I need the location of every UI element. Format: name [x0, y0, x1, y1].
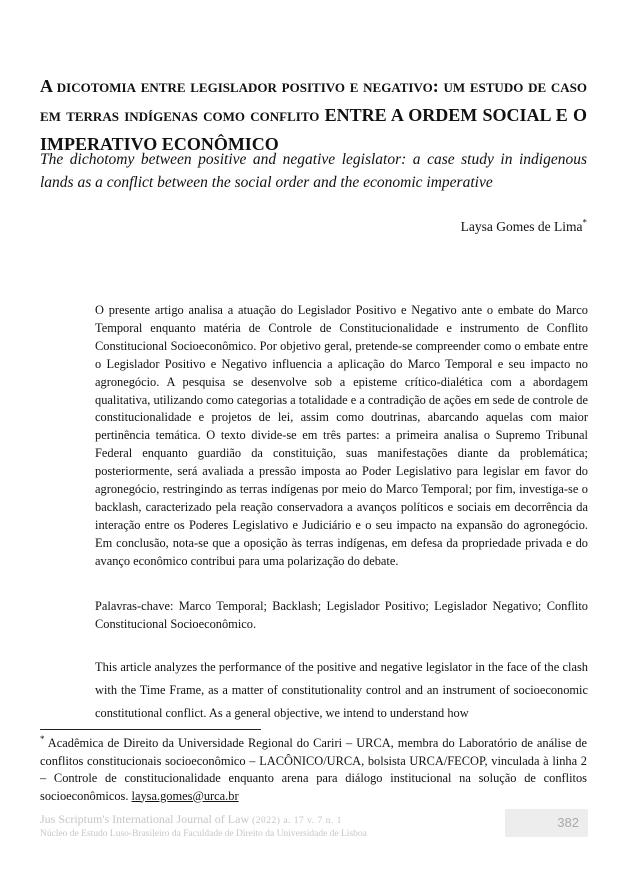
author-footnote-marker: * — [582, 217, 587, 228]
footnote-text: Acadêmica de Direito da Universidade Regional do Cariri – URCA, membra do Laboratório de análise de conflitos constitucionais socioeconômico – LACÔNICO/URCA, bolsista URCA/FECOP, vinculada à linha 2 – Controle de constitucionalidade enquanto arena para diálogo institucional na solução de conflitos socioeconômicos. — [40, 736, 587, 803]
abstract-pt: O presente artigo analisa a atuação do Legislador Positivo e Negativo ante o embate do Marco Temporal enquanto matéria de Controle de Constitucionalidade e instrumento de Conflito Constitucional Socioeconômico. Por objetivo geral, pretende-se compreender como o embate entre o Legislador Positivo e Negativo influencia a aplicação do Marco Temporal e seu impacto no agronegócio. A pesquisa se desenvolve sob a episteme crítico-dialética com a abordagem qualitativa, utilizando como categorias a totalidade e a contradição de ações em sede de controle de constitucionalidade e projetos de lei, assim como doutrinas, abarcando aquelas com maior pertinência temática. O texto divide-se em três partes: a primeira analisa o Supremo Tribunal Federal enquanto guardião da constituição, suas manifestações diante da problemática; posteriormente, será avaliada a pressão imposta ao Poder Legislativo para legislar em favor do agronegócio, restringindo as terras indígenas por meio do Marco Temporal; por fim, investiga-se o backlash, caracterizado pela reação conservadora a avanços políticos e sociais em decorrência da interação entre os Poderes Legislativo e Judiciário e o seu impacto na expansão do agronegócio. Em conclusão, nota-se que a oposição às terras indígenas, em defesa da propriedade privada e do avanço econômico contribui para uma polarização do debate. — [95, 303, 588, 568]
journal-issue-meta: (2022) a. 17 v. 7 n. 1 — [252, 816, 342, 826]
author-line — [40, 219, 587, 235]
journal-footer — [40, 812, 480, 841]
keywords-pt: Palavras-chave: Marco Temporal; Backlash; Legislador Positivo; Legislador Negativo; Conflito Constitucional Socioeconômico. — [95, 599, 588, 631]
author-email-link[interactable]: laysa.gomes@urca.br — [131, 788, 239, 803]
footnote — [40, 735, 587, 805]
article-title-pt: A dicotomia entre legislador positivo e negativo: um estudo de caso em terras indígenas como conflito ENTRE A ORDEM SOCIAL E O IMPERATIVO ECONÔMICO — [40, 76, 587, 154]
journal-title-line — [40, 812, 480, 828]
page-number-badge: 382 — [505, 809, 588, 837]
journal-institute: Núcleo de Estudo Luso-Brasileiro da Faculdade de Direito da Universidade de Lisboa — [40, 829, 367, 839]
article-title-en: The dichotomy between positive and negative legislator: a case study in indigenous lands as a conflict between the social order and the economic imperative — [40, 151, 587, 191]
journal-title: Jus Scriptum's International Journal of Law — [40, 812, 253, 826]
abstract-en: This article analyzes the performance of the positive and negative legislator in the face of the clash with the Time Frame, as a matter of constitutionality control and an instrument of socioeconomic constitutional conflict. As a general objective, we intend to understand how — [95, 660, 588, 720]
author-name: Laysa Gomes de Lima — [460, 219, 583, 234]
footnote-marker: * — [40, 733, 45, 744]
footnote-separator — [40, 729, 261, 730]
